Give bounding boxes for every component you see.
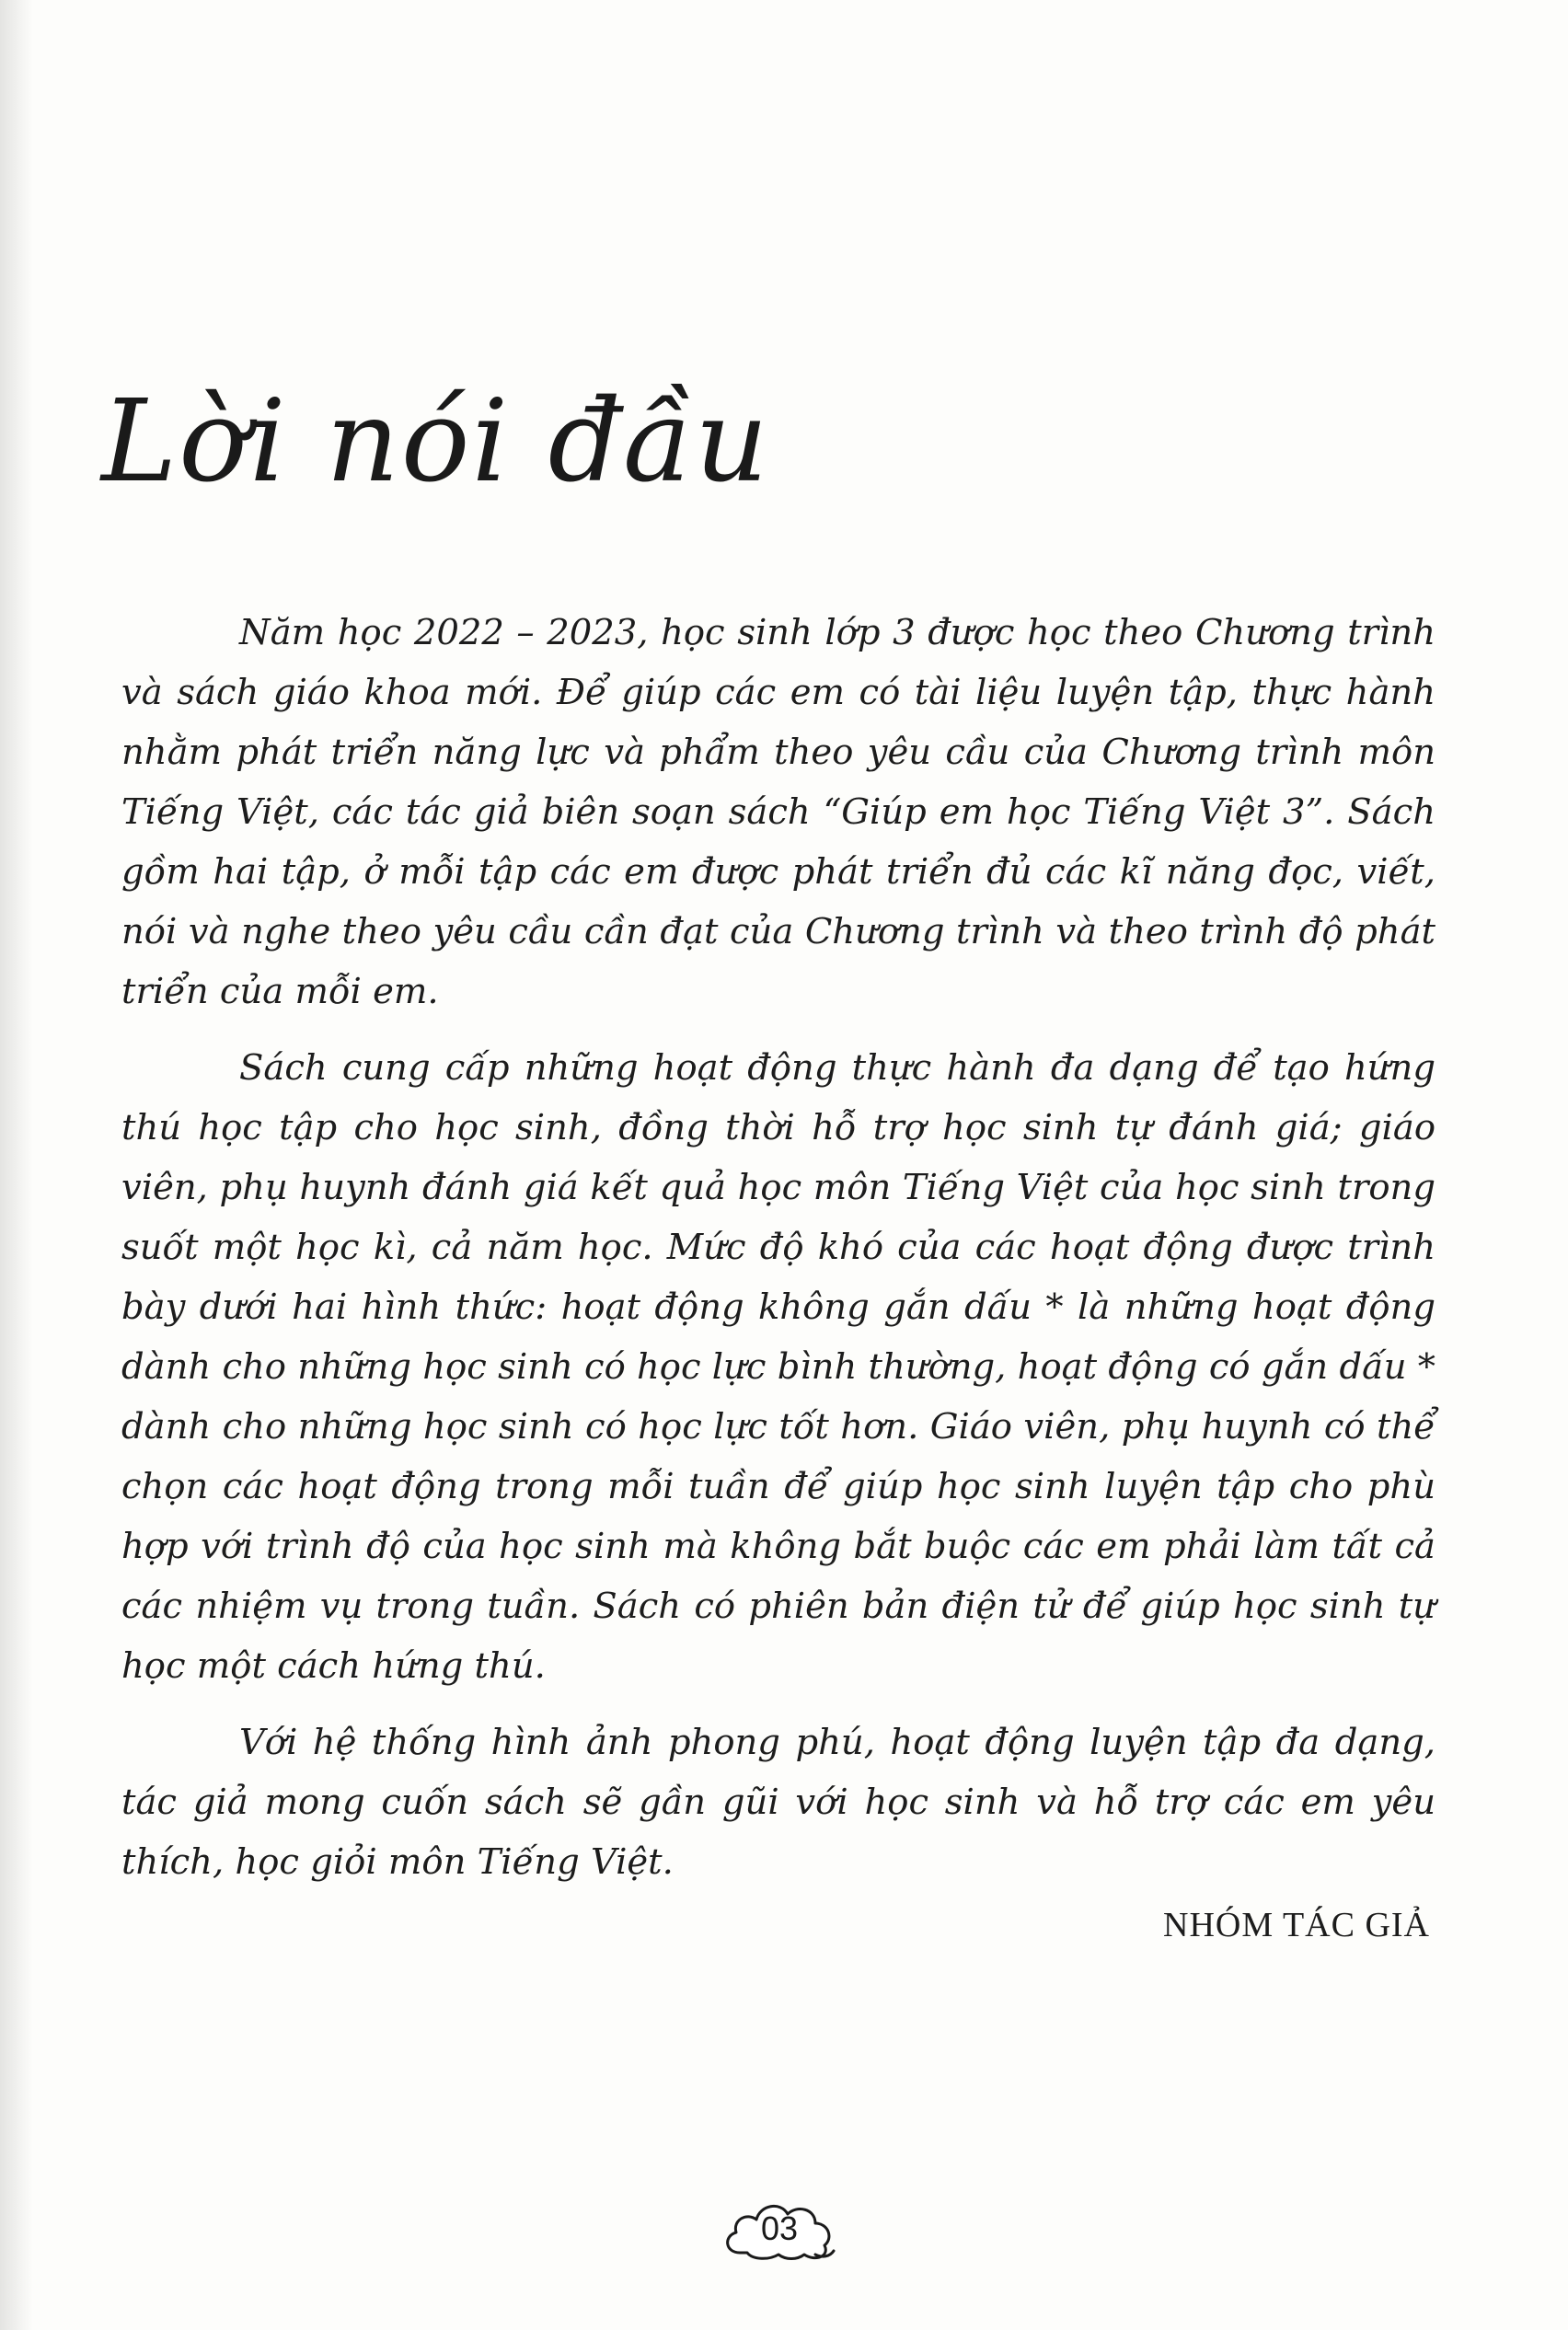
page-number: 03 (760, 2209, 799, 2247)
scan-edge-shadow (0, 0, 33, 2330)
author-signature: NHÓM TÁC GIẢ (1163, 1906, 1430, 1944)
paragraph-1: Năm học 2022 – 2023, học sinh lớp 3 được học theo Chương trình và sách giáo khoa mới. Để giúp các em có tài liệu luyện tập, thực hành nhằm phát triển năng lực và phẩm theo yêu cầu của Chương trình môn Tiếng Việt, các tác giả biên soạn sách “Giúp em học Tiếng Việt 3”. Sách gồm hai tập, ở mỗi tập các em được phát triển đủ các kĩ năng đọc, viết, nói và nghe theo yêu cầu cần đạt của Chương trình và theo trình độ phát triển của mỗi em. (121, 612, 1435, 1012)
preface-body (121, 603, 1435, 1909)
paragraph-2: Sách cung cấp những hoạt động thực hành đa dạng để tạo hứng thú học tập cho học sinh, đồng thời hỗ trợ học sinh tự đánh giá; giáo viên, phụ huynh đánh giá kết quả học môn Tiếng Việt của học sinh trong suốt một học kì, cả năm học. Mức độ khó của các hoạt động được trình bày dưới hai hình thức: hoạt động không gắn dấu * là những hoạt động dành cho những học sinh có học lực bình thường, hoạt động có gắn dấu * dành cho những học sinh có học lực tốt hơn. Giáo viên, phụ huynh có thể chọn các hoạt động trong mỗi tuần để giúp học sinh luyện tập cho phù hợp với trình độ của học sinh mà không bắt buộc các em phải làm tất cả các nhiệm vụ trong tuần. Sách có phiên bản điện tử để giúp học sinh tự học một cách hứng thú. (121, 1047, 1435, 1687)
paragraph-3: Với hệ thống hình ảnh phong phú, hoạt động luyện tập đa dạng, tác giả mong cuốn sách sẽ gần gũi với học sinh và hỗ trợ các em yêu thích, học giỏi môn Tiếng Việt. (121, 1722, 1435, 1883)
page-title: Lời nói đầu (101, 375, 770, 508)
page-number-badge (720, 2196, 839, 2264)
